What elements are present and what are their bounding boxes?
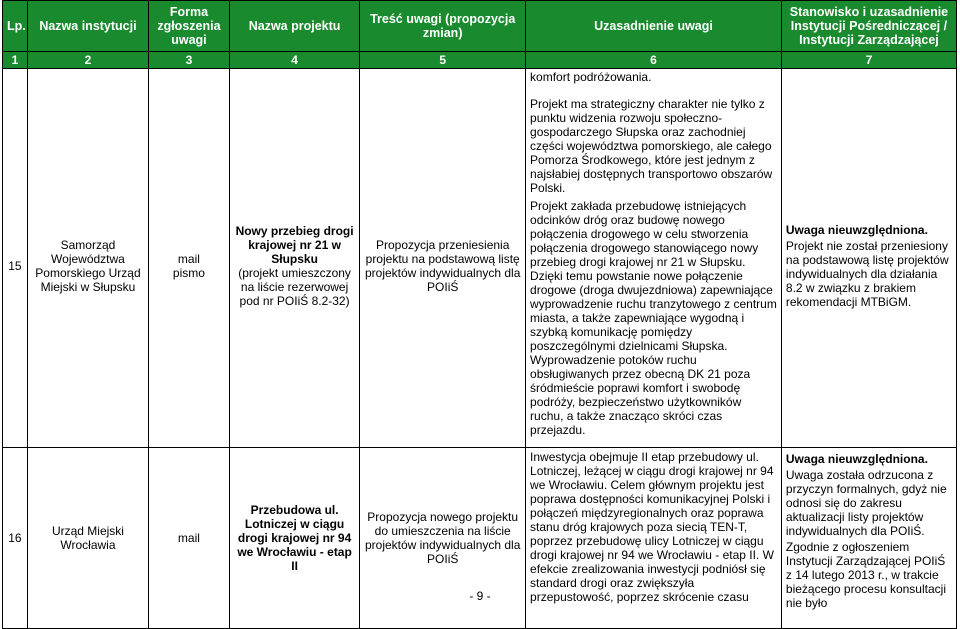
status-text: Uwaga została odrzucona z przyczyn formalnych, gdyż nie odnosi się do zakresu aktualizacji listy projektów indywidualnych dla POIiŚ. [785,467,947,538]
form-cell: mail [149,447,230,628]
content-cell: Propozycja przeniesienia projektu na podstawową listę projektów indywidualnych dla POIiŚ [360,85,526,448]
header-position: Stanowisko i uzasadnienie Instytucji Pośredniczącej / Instytucji Zarządzającej [781,1,956,52]
header-content: Treść uwagi (propozycja zmian) [360,1,526,52]
column-number-row [3,52,957,69]
comments-table [2,0,957,629]
form-mail: mail [177,251,200,266]
column-number: 1 [3,52,28,69]
column-number: 6 [526,52,782,69]
justification-paragraph: Inwestycja obejmuje II etap przebudowy ul. Lotniczej, leżącej w ciągu drogi krajowej nr 94 we Wrocławiu. Celem głównym projektu jest poprawa dostępności komunikacyjnej Polski i połączeń międzyregionalnych oraz poprawa stanu dróg krajowych poza siecią TEN-T, poprzez przebudowę ulicy Lotniczej w ciągu drogi krajowej nr 94 we Wrocławiu - etap II. W efekcie zrealizowania inwestycji podniósł się standard drogi oraz zwiększyła przepustowość, poprzez skrócenie czasu [530,449,774,604]
justification-cell [526,85,782,448]
table-row [3,85,957,448]
position-cell [781,85,956,448]
row-number: 16 [3,447,28,628]
status-title: Uwaga nieuwzględniona. [785,222,928,237]
column-number: 7 [781,52,956,69]
status-text: Zgodnie z ogłoszeniem Instytucji Zarządzającej POIiŚ z 14 lutego 2013 r., w trakcie bieżącego procesu konsultacji nie było [785,539,946,610]
institution-cell: Samorząd Województwa Pomorskiego Urząd Miejski w Słupsku [27,85,148,448]
column-number: 3 [149,52,230,69]
carryover-row [3,69,957,85]
column-number: 2 [27,52,148,69]
column-number: 4 [229,52,360,69]
carryover-text: komfort podróżowania. [526,69,782,85]
page-number: - 9 - [469,589,491,603]
project-note: (projekt umieszczony na liście rezerwowej pod nr POIiŚ 8.2-32) [238,265,351,308]
header-lp: Lp. [3,1,28,52]
form-letter: pismo [172,265,205,280]
project-title: Nowy przebieg drogi krajowej nr 21 w Słupsku [235,223,354,266]
project-cell [229,85,360,448]
column-number: 5 [360,52,526,69]
form-cell [149,85,230,448]
project-title: Przebudowa ul. Lotniczej w ciągu drogi krajowej nr 94 we Wrocławiu - etap II [237,502,352,573]
justification-paragraph: Projekt zakłada przebudowę istniejących odcinków dróg oraz budowę nowego połączenia drogowego w celu stworzenia połączenia drogowego stanowiącego nowy przebieg drogi krajowej nr 21 w Słupsku. Dzięki temu powstanie nowe połączenie drogowe (droga dwujezdniowa) zapewniające wyprowadzenie ruchu tranzytowego z centrum miasta, a także zapewniające wygodną i szybką komunikację pomiędzy poszczególnymi dzielnicami Słupska. Wyprowadzenie potoków ruchu obsługiwanych przez obecną DK 21 poza śródmieście poprawi komfort i swobodę podróży, bezpieczeństwo użytkowników ruchu, a także znacząco skróci czas przejazdu. [530,198,777,437]
status-text: Projekt nie został przeniesiony na podstawową listę projektów indywidualnych dla działania 8.2 w związku z brakiem rekomendacji MTBiGM. [785,238,949,309]
justification-paragraph: Projekt ma strategiczny charakter nie tylko z punktu widzenia rozwoju społeczno-gospodarczego Słupska oraz zachodniej części województwa pomorskiego, ale całego Pomorza Środkowego, które jest jednym z najsłabiej dostępnych transportowo obszarów Polski. [530,96,773,195]
header-form: Forma zgłoszenia uwagi [149,1,230,52]
header-justification: Uzasadnienie uwagi [526,1,782,52]
content-cell: Propozycja nowego projektu do umieszczenia na liście projektów indywidualnych dla POIiŚ [360,447,526,628]
header-project: Nazwa projektu [229,1,360,52]
status-title: Uwaga nieuwzględniona. [785,451,928,466]
row-number: 15 [3,85,28,448]
institution-cell: Urząd Miejski Wrocławia [27,447,148,628]
header-row [3,1,957,52]
header-institution: Nazwa instytucji [27,1,148,52]
